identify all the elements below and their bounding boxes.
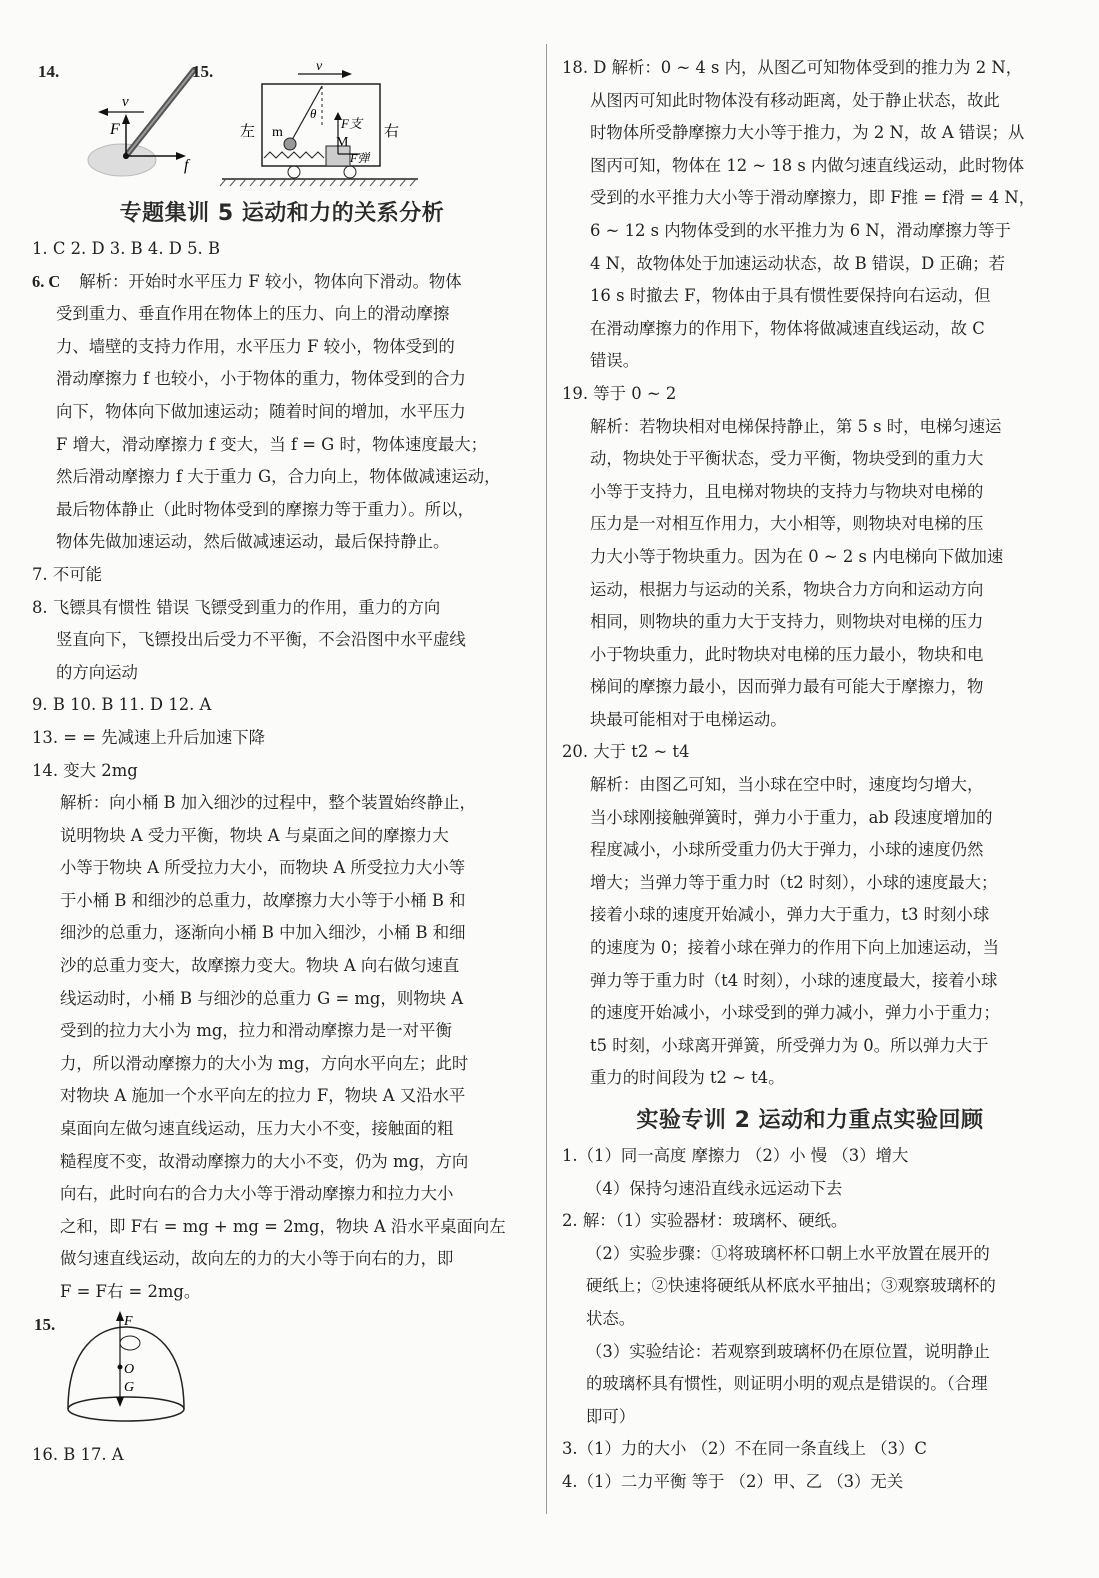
- right-column: [562, 52, 1058, 1499]
- answer-6-line: 受到重力、垂直作用在物体上的压力、向上的滑动摩擦: [56, 304, 450, 324]
- answer-19-line: 动，物块处于平衡状态，受力平衡，物块受到的重力大: [590, 449, 984, 469]
- answer-20-line: 弹力等于重力时（t4 时刻），小球的速度最大，接着小球: [590, 970, 998, 990]
- svg-text:m: m: [272, 125, 283, 140]
- answer-19-line: 压力是一对相互作用力，大小相等，则物块对电梯的压: [590, 514, 984, 534]
- answer-14-line: 细沙的总重力，逐渐向小桶 B 中加入细沙，小桶 B 和细: [60, 923, 466, 943]
- answer-14-line: 力，所以滑动摩擦力的大小为 mg，方向水平向左；此时: [60, 1053, 469, 1073]
- answer-19-line: 梯间的摩擦力最小，因而弹力最有可能大于摩擦力，物: [590, 677, 984, 697]
- answer-18-line: 时物体所受静摩擦力大小等于推力，为 2 N，故 A 错误；从: [590, 123, 1025, 143]
- svg-text:v: v: [316, 59, 323, 74]
- exp-answer-2-line: （2）实验步骤：①将玻璃杯杯口朝上水平放置在展开的: [586, 1243, 990, 1263]
- answer-14-line: 线运动时，小桶 B 与细沙的总重力 G = mg，则物块 A: [60, 988, 464, 1008]
- answer-16-17: 16. B 17. A: [32, 1444, 124, 1464]
- svg-text:F: F: [110, 121, 120, 138]
- svg-text:左: 左: [240, 124, 256, 140]
- bell-diagram: [58, 1309, 198, 1439]
- answer-14-line: 之和，即 F右 = mg + mg = 2mg，物块 A 沿水平桌面向左: [60, 1216, 506, 1236]
- answer-14-line: 小等于物块 A 所受拉力大小，而物块 A 所受拉力大小等: [60, 858, 466, 878]
- answer-18-line: 错误。: [590, 351, 640, 371]
- bell-figure-row: [32, 1309, 532, 1439]
- svg-text:θ: θ: [310, 106, 317, 121]
- answer-19-line: 相同，则物块的重力大于支持力，则物块对电梯的压力: [590, 612, 984, 632]
- answer-8-line: 的方向运动: [56, 662, 138, 682]
- answer-19: 19. 等于 0 ~ 2: [562, 383, 677, 403]
- answer-6-line: 物体先做加速运动，然后做减速运动，最后保持静止。: [56, 532, 450, 552]
- exp-answer-2-line: 即可）: [586, 1406, 636, 1426]
- svg-text:M: M: [336, 135, 349, 150]
- exp-answer-2-line: 状态。: [586, 1308, 636, 1328]
- answer-20-line: 增大；当弹力等于重力时（t2 时刻），小球的速度最大；: [590, 872, 998, 892]
- answer-14-line: 沙的总重力变大，故摩擦力变大。物块 A 向右做匀速直: [60, 956, 460, 976]
- answer-6-line: 向下，物体向下做加速运动；随着时间的增加，水平压力: [56, 401, 466, 421]
- answer-6-line: 力、墙壁的支持力作用，水平压力 F 较小，物体受到的: [56, 336, 455, 356]
- exp-answer-1: 1.（1）同一高度 摩擦力 （2）小 慢 （3）增大: [562, 1146, 909, 1165]
- section5-title: 专题集训 5 运动和力的关系分析: [119, 201, 445, 226]
- answer-18-line: 6 ~ 12 s 内物体受到的水平推力为 6 N，滑动摩擦力等于: [590, 220, 1011, 240]
- answer-19-line: 小等于支持力，且电梯对物块的支持力与物块对电梯的: [590, 481, 984, 501]
- svg-text:右: 右: [384, 124, 400, 140]
- left-column: [32, 52, 532, 1471]
- svg-text:G: G: [124, 1379, 135, 1395]
- answer-18-line: 16 s 时撤去 F，物体由于具有惯性要保持向右运动，但: [590, 286, 991, 306]
- answer-20-line: 重力的时间段为 t2 ~ t4。: [590, 1068, 785, 1088]
- answer-6-line: F 增大，滑动摩擦力 f 变大，当 f = G 时，物体速度最大；: [56, 434, 488, 454]
- cart-diagram: [218, 58, 428, 188]
- answer-19-line: 力大小等于物块重力。因为在 0 ~ 2 s 内电梯向下做加速: [590, 546, 1004, 566]
- answer-20-line: 的速度为 0；接着小球在弹力的作用下向上加速运动，当: [590, 938, 1000, 958]
- mop-diagram: [62, 58, 212, 188]
- answer-7: 7. 不可能: [32, 564, 103, 584]
- q14-label: 14.: [38, 62, 60, 81]
- answer-6-line: 然后滑动摩擦力 f 大于重力 G，合力向上，物体做减速运动，: [56, 467, 501, 487]
- answer-8-line: 竖直向下，飞镖投出后受力不平衡，不会沿图中水平虚线: [56, 630, 466, 650]
- answer-19-line: 小于物块重力，此时物块对电梯的压力最小，物块和电: [590, 644, 984, 664]
- answer-6-line: 最后物体静止（此时物体受到的摩擦力等于重力）。所以，: [56, 499, 474, 519]
- svg-text:F: F: [124, 1313, 133, 1329]
- answer-13: 13. = = 先减速上升后加速下降: [32, 727, 266, 747]
- answer-20: 20. 大于 t2 ~ t4: [562, 742, 690, 762]
- answer-14-line: 受到的拉力大小为 mg，拉力和滑动摩擦力是一对平衡: [60, 1021, 452, 1041]
- answer-14-line: 对物块 A 施加一个水平向左的拉力 F，物块 A 又沿水平: [60, 1086, 466, 1106]
- column-divider: [546, 44, 547, 1514]
- exp-answer-2-line: 的玻璃杯具有惯性，则证明小明的观点是错误的。（合理: [586, 1374, 988, 1394]
- exp-answer-2-line: （3）实验结论：若观察到玻璃杯仍在原位置，说明静止: [586, 1341, 990, 1361]
- exp-answer-4: 4.（1）二力平衡 等于 （2）甲、乙 （3）无关: [562, 1471, 904, 1491]
- figure-row: [32, 52, 532, 192]
- answer-14-line: 糙程度不变，故滑动摩擦力的大小不变，仍为 mg，方向: [60, 1151, 469, 1171]
- exp-answer-2-line: 硬纸上；②快速将硬纸从杯底水平抽出；③观察玻璃杯的: [586, 1276, 996, 1296]
- answer-18-line: 受到的水平推力大小等于滑动摩擦力，即 F推 = f滑 = 4 N，: [590, 188, 1036, 208]
- answer-line: 1. C 2. D 3. B 4. D 5. B: [32, 239, 220, 258]
- answer-20-line: 当小球刚接触弹簧时，弹力小于重力，ab 段速度增加的: [590, 807, 993, 827]
- svg-text:F弹: F弹: [350, 151, 370, 165]
- answer-18-line: 从图丙可知此时物体没有移动距离，处于静止状态，故此: [590, 90, 1000, 110]
- q15-label: 15.: [192, 62, 214, 81]
- answer-14-line: 说明物块 A 受力平衡，物块 A 与桌面之间的摩擦力大: [60, 825, 449, 845]
- answer-6-line: 滑动摩擦力 f 也较小，小于物体的重力，物体受到的合力: [56, 369, 466, 389]
- svg-text:O: O: [124, 1361, 135, 1377]
- answer-14-line: F = F右 = 2mg。: [60, 1282, 201, 1301]
- answer-20-line: 解析：由图乙可知，当小球在空中时，速度均匀增大，: [590, 775, 984, 795]
- exp-answer-3: 3.（1）力的大小 （2）不在同一条直线上 （3）C: [562, 1439, 927, 1459]
- exp-answer-1-line: （4）保持匀速沿直线永远运动下去: [586, 1178, 843, 1198]
- answer-20-line: t5 时刻，小球离开弹簧，所受弹力为 0。所以弹力大于: [590, 1035, 989, 1055]
- answer-14-line: 做匀速直线运动，故向左的力的大小等于向右的力，即: [60, 1249, 454, 1269]
- answer-14-line: 解析：向小桶 B 加入细沙的过程中，整个装置始终静止，: [60, 793, 476, 813]
- answer-20-line: 的速度开始减小，小球受到的弹力减小，弹力小于重力；: [590, 1003, 1000, 1023]
- answer-6: 6. C 解析：开始时水平压力 F 较小，物体向下滑动。物体: [32, 271, 462, 291]
- answer-18-line: 4 N，故物体处于加速运动状态，故 B 错误，D 正确；若: [590, 253, 1005, 273]
- answer-18-line: 图丙可知，物体在 12 ~ 18 s 内做匀速直线运动，此时物体: [590, 155, 1025, 175]
- answer-18: 18. D 解析：0 ~ 4 s 内，从图乙可知物体受到的推力为 2 N，: [562, 58, 1023, 77]
- answer-19-line: 运动，根据力与运动的关系，物块合力方向和运动方向: [590, 579, 984, 599]
- exp-answer-2: 2. 解：（1）实验器材：玻璃杯、硬纸。: [562, 1211, 848, 1231]
- answer-19-line: 解析：若物块相对电梯保持静止，第 5 s 时，电梯匀速运: [590, 416, 1002, 436]
- answer-20-line: 接着小球的速度开始减小，弹力大于重力，t3 时刻小球: [590, 905, 990, 925]
- answer-20-line: 程度减小，小球所受重力仍大于弹力，小球的速度仍然: [590, 840, 984, 860]
- answer-8: 8. 飞镖具有惯性 错误 飞镖受到重力的作用，重力的方向: [32, 597, 441, 617]
- svg-text:F支: F支: [341, 116, 362, 131]
- answer-14-line: 桌面向左做匀速直线运动，压力大小不变，接触面的粗: [60, 1119, 454, 1139]
- answer-14: 14. 变大 2mg: [32, 760, 138, 780]
- answer-19-line: 块最可能相对于电梯运动。: [590, 709, 787, 729]
- exp2-title: 实验专训 2 运动和力重点实验回顾: [636, 1108, 984, 1133]
- svg-text:v: v: [122, 94, 129, 110]
- answer-14-line: 向右，此时向右的合力大小等于滑动摩擦力和拉力大小: [60, 1184, 454, 1204]
- q15b-label: 15.: [34, 1314, 56, 1334]
- answer-9-12: 9. B 10. B 11. D 12. A: [32, 695, 212, 715]
- answer-18-line: 在滑动摩擦力的作用下，物体将做减速直线运动，故 C: [590, 318, 985, 338]
- svg-text:f: f: [184, 157, 189, 174]
- answer-14-line: 于小桶 B 和细沙的总重力，故摩擦力大小等于小桶 B 和: [60, 890, 466, 910]
